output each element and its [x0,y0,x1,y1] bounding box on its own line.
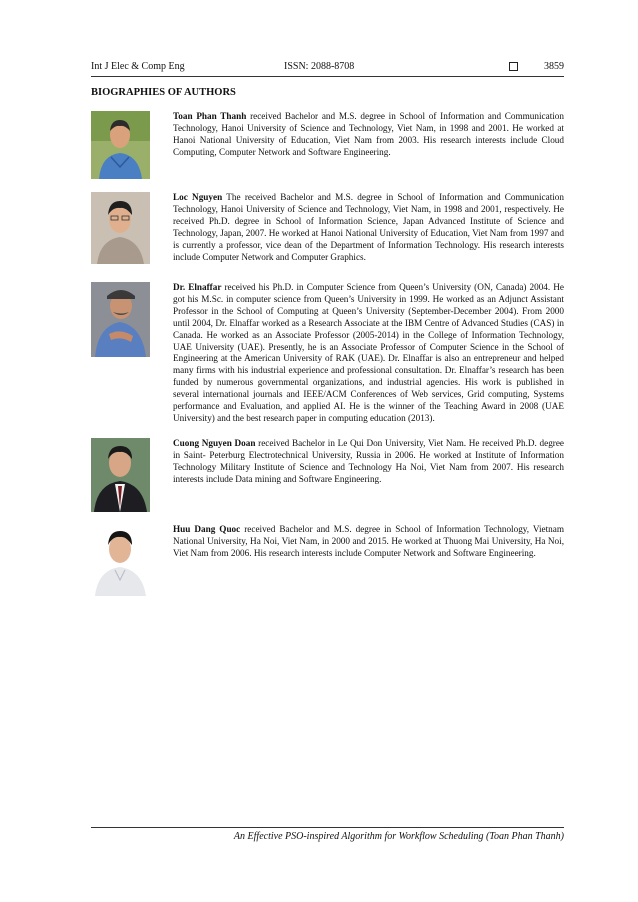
bio-body: received Bachelor in Le Qui Don University, Viet Nam. He received Ph.D. degree in Saint- Peterburg Electrotechnical University, Russia in 2006. He worked at Institute of Information Technology Military Institute of Science and Technology Ha Noi, Viet Nam from 2007. His research interests include Data mining and Software Engineering. [173,438,565,484]
author-bio-text [173,111,564,159]
issn: ISSN: 2088-8708 [284,61,355,72]
author-name: Huu Dang Quoc [173,524,241,534]
page-number: 3859 [544,61,564,72]
journal-name: Int J Elec & Comp Eng [91,61,185,72]
checkbox-square-icon [509,62,518,71]
author-name: Cuong Nguyen Doan [173,438,256,448]
footer-rule [91,827,564,828]
author-bio-text [173,524,564,560]
author-photo [91,192,150,264]
author-name: Loc Nguyen [173,192,223,202]
author-photo [91,282,150,357]
author-photo [91,524,150,596]
author-photo [91,111,150,179]
author-photo [91,438,150,512]
author-name: Dr. Elnaffar [173,282,222,292]
author-bio-text [173,192,564,263]
bio-body: received his Ph.D. in Computer Science from Queen’s University (ON, Canada) 2004. He got his M.Sc. in computer science from Queen’s University in 1999. He worked as an Adjunct Assistant Professor in the School of Computing at Queen’s University (September-December 2004). From 2000 until 2004, Dr. Elnaffar worked as a Research Associate at the IBM Centre of Advanced Studies (CAS) in Canada. He worked as an Associate Professor (2005-2014) in the College of Information Technology, UAE University (UAE). Presently, he is an Associate Professor of Computer Science in the School of Engineering at the American University of RAK (UAE). Dr. Elnaffar is also an entrepreneur and helped many firms with his industrial experience and professional consultation. Dr. Elnaffar’s research has been funded by numerous governmental organizations, and industrial agencies. His work is published in several international journals and IEEE/ACM Conferences of Web services, Grid computing, Systems performance and Evaluation, and applied AI. He is the winner of the Teaching Award in 2008 (UAE University) and the best research paper in computing education (2013). [173,282,564,423]
bio-body: The received Bachelor and M.S. degree in School of Information and Communication Technology, Hanoi University of Science and Technology, Viet Nam, in 1998 and 2001, respectively. He received Ph.D. degree in School of Information Science, Japan Advanced Institute of Science and Technology, Japan, 2007. He worked at Hanoi National University of Education, Viet Nam from 1997 and is currently a professor, vice dean of the Department of Information Technology. His research interests include Computer Network and Computer Graphics. [173,192,564,262]
running-footer: An Effective PSO-inspired Algorithm for Workflow Scheduling (Toan Phan Thanh) [233,831,564,842]
bio-body: received Bachelor and M.S. degree in School of Information Technology, Vietnam National University, Ha Noi, Viet Nam, in 2000 and 2015. He worked at Thuong Mai University, Ha Noi, Viet Nam from 2006. His research interests include Computer Network and Software Engineering. [173,524,564,558]
author-bio-text [173,438,564,486]
author-name: Toan Phan Thanh [173,111,247,121]
running-header [91,60,564,77]
author-bio-text [173,282,564,425]
section-title: BIOGRAPHIES OF AUTHORS [91,87,236,98]
bio-body: received Bachelor and M.S. degree in School of Information and Communication Technology, Hanoi University of Science and Technology, Viet Nam, in 1998 and 2001. He worked at Hanoi National University of Education, Viet Nam from 2003. His research interests include Cloud Computing, Computer Network and Software Engineering. [173,111,564,157]
